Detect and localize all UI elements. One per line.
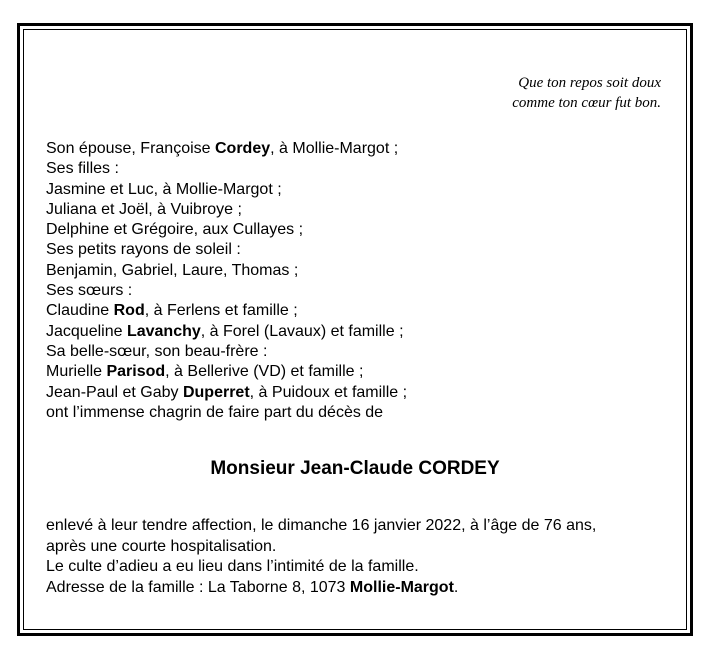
epitaph-quote <box>512 73 661 113</box>
family-line: Delphine et Grégoire, aux Cullayes ; <box>46 221 304 239</box>
family-line: Ses petits rayons de soleil : <box>46 241 241 259</box>
closing-line-1: enlevé à leur tendre affection, le dimanche 16 janvier 2022, à l’âge de 76 ans, <box>46 517 597 534</box>
family-line: Jasmine et Luc, à Mollie-Margot ; <box>46 180 282 198</box>
family-line: Juliana et Joël, à Vuibroye ; <box>46 200 242 218</box>
family-list <box>46 139 407 423</box>
quote-line-1: Que ton repos soit doux <box>518 75 661 91</box>
notice-outer-border <box>17 23 693 636</box>
family-line: Jacqueline Lavanchy, à Forel (Lavaux) et famille ; <box>46 322 404 340</box>
family-line: ont l’immense chagrin de faire part du décès de <box>46 403 384 421</box>
family-line: Claudine Rod, à Ferlens et famille ; <box>46 302 298 320</box>
closing-line-2: après une courte hospitalisation. <box>46 537 277 555</box>
quote-line-2: comme ton cœur fut bon. <box>512 95 661 111</box>
family-line: Ses sœurs : <box>46 282 133 300</box>
closing-text <box>46 516 596 598</box>
family-line: Son épouse, Françoise Cordey, à Mollie-Margot ; <box>46 140 399 157</box>
family-address: Adresse de la famille : La Taborne 8, 1073 Mollie-Margot. <box>46 578 459 596</box>
family-line: Benjamin, Gabriel, Laure, Thomas ; <box>46 261 299 279</box>
family-line: Ses filles : <box>46 160 119 178</box>
family-line: Jean-Paul et Gaby Duperret, à Puidoux et famille ; <box>46 383 408 401</box>
closing-line-3: Le culte d’adieu a eu lieu dans l’intimité de la famille. <box>46 558 419 575</box>
family-line: Sa belle-sœur, son beau-frère : <box>46 342 268 360</box>
family-line: Murielle Parisod, à Bellerive (VD) et famille ; <box>46 363 364 381</box>
notice-inner-border <box>23 29 687 630</box>
deceased-name: Monsieur Jean-Claude CORDEY <box>210 458 500 479</box>
